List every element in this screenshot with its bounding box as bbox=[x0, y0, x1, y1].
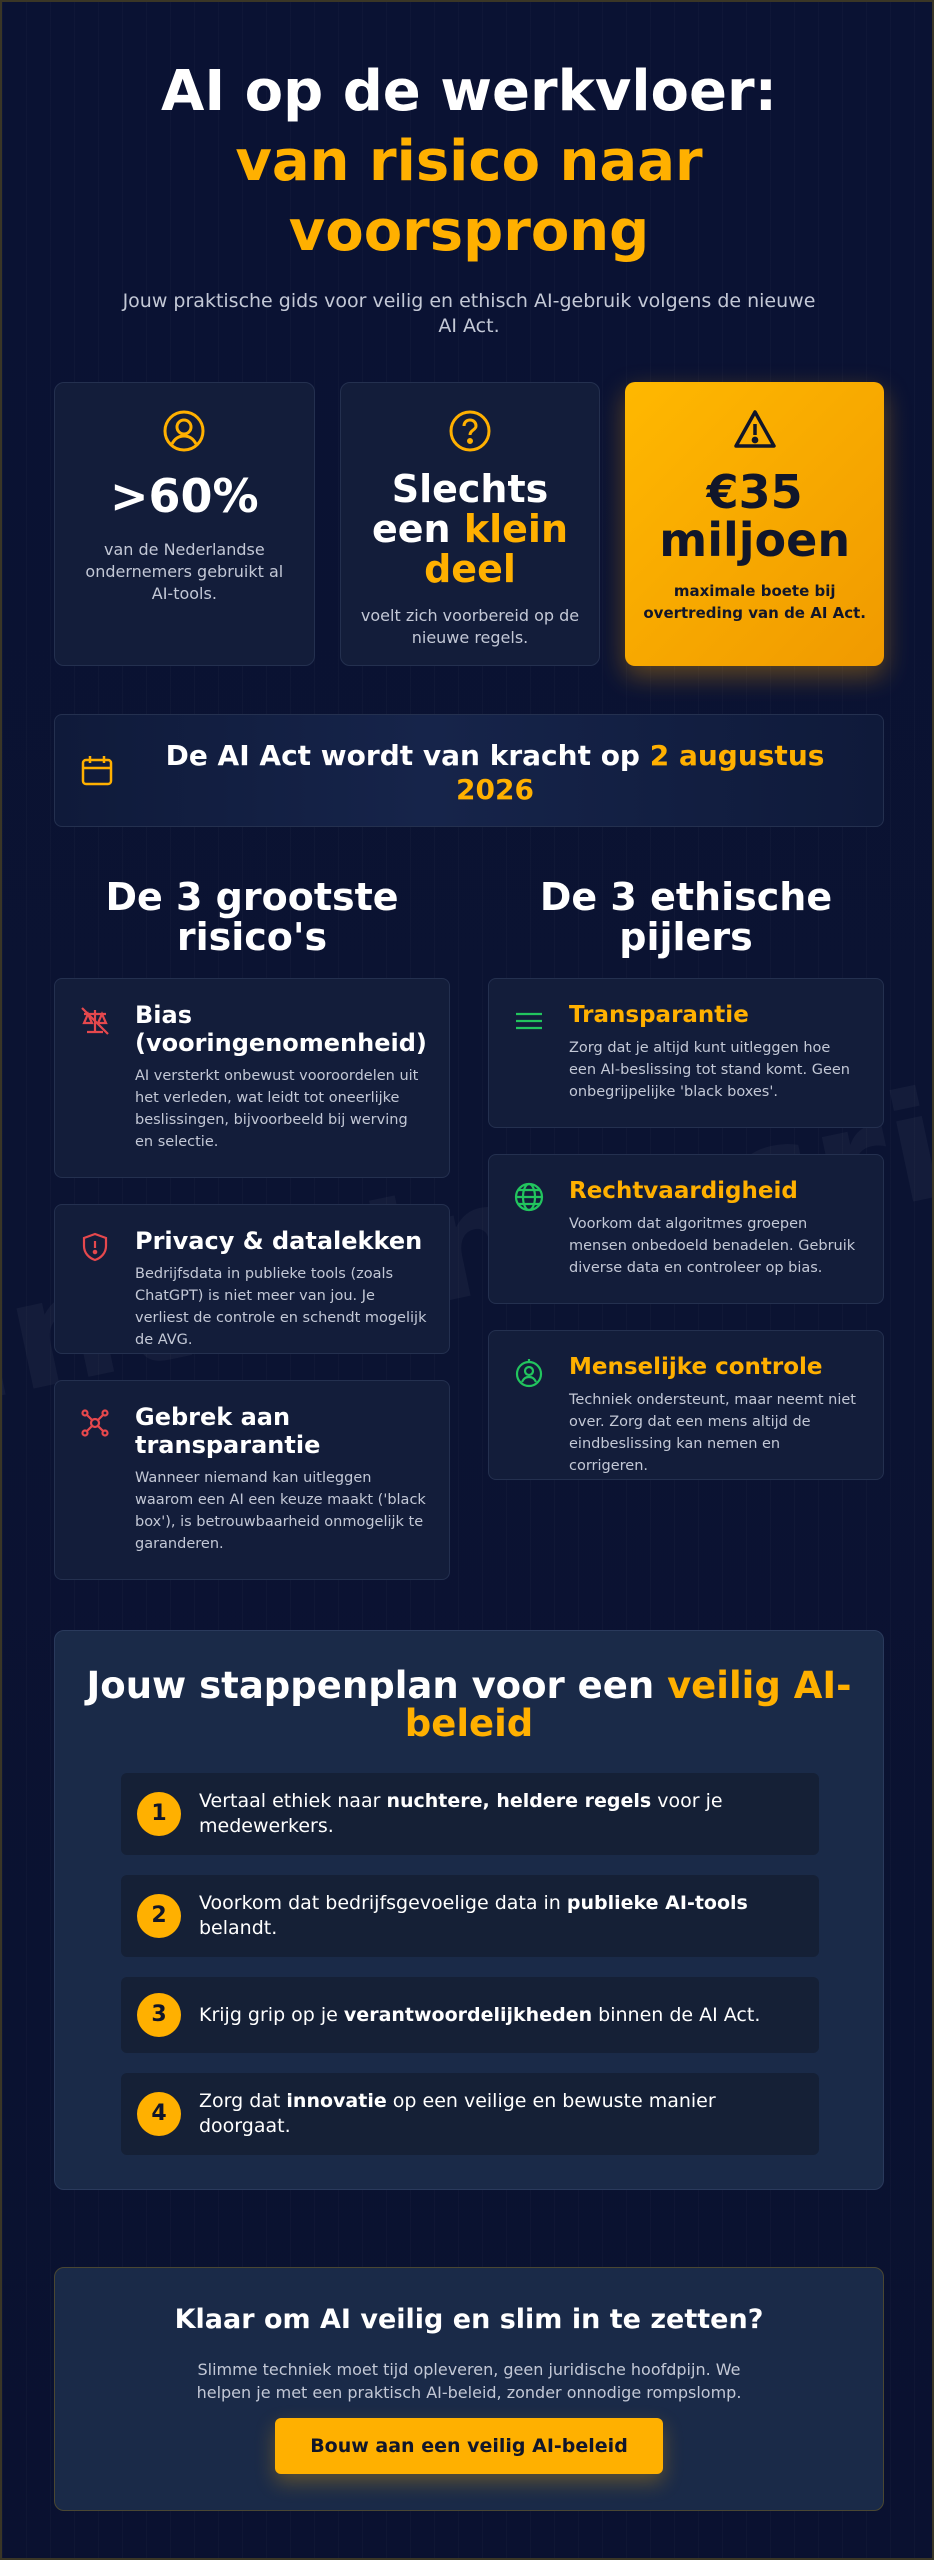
pillar-description: Voorkom dat algoritmes groepen mensen onbedoeld benadelen. Gebruik diverse data en controleer op bias. bbox=[569, 1216, 856, 1276]
pillar-title: Menselijke controle bbox=[569, 1354, 823, 1380]
banner-date: 2 augustus 2026 bbox=[456, 739, 825, 806]
stat-card-fine bbox=[625, 382, 884, 666]
risk-card-bias bbox=[54, 978, 450, 1178]
stat-card-usage bbox=[54, 382, 315, 666]
cta-text: Slimme techniek moet tijd opleveren, geen juridische hoofdpijn. We helpen je met een praktisch AI-beleid, zonder onnodige rompslomp. bbox=[196, 2360, 742, 2402]
step-text-post: voor je medewerkers. bbox=[199, 1790, 723, 1837]
page-subtitle: Jouw praktische gids voor veilig en ethisch AI-gebruik volgens de nieuwe AI Act. bbox=[122, 290, 816, 337]
step-text-pre: Krijg grip op je bbox=[199, 2004, 344, 2026]
hero bbox=[62, 57, 876, 339]
stat-value-text: Slechts een bbox=[372, 467, 549, 551]
network-icon bbox=[79, 1407, 111, 1439]
step-text-post: binnen de AI Act. bbox=[592, 2004, 761, 2026]
step-text-pre: Voorkom dat bedrijfsgevoelige data in bbox=[199, 1892, 567, 1914]
stat-card-prepared bbox=[340, 382, 601, 666]
plan-step bbox=[121, 2073, 819, 2155]
lines-icon bbox=[513, 1005, 545, 1037]
user-circle-icon bbox=[162, 409, 206, 453]
stat-value: €35 miljoen bbox=[659, 465, 851, 567]
cta-section bbox=[54, 2267, 884, 2511]
step-text-bold: verantwoordelijkheden bbox=[343, 2004, 593, 2026]
pillars-title: De 3 ethische pijlers bbox=[539, 875, 833, 959]
stat-value-highlight: klein deel bbox=[424, 507, 568, 591]
step-text-post: belandt. bbox=[199, 1917, 278, 1939]
step-number: 2 bbox=[137, 1894, 181, 1938]
stats-row bbox=[54, 382, 884, 666]
risk-card-privacy bbox=[54, 1204, 450, 1354]
pillar-card-fairness bbox=[488, 1154, 884, 1304]
scale-off-icon bbox=[79, 1005, 111, 1037]
pillar-title: Transparantie bbox=[569, 1002, 749, 1028]
step-text-bold: innovatie bbox=[286, 2090, 387, 2112]
stat-description: maximale boete bij overtreding van de AI Act. bbox=[643, 582, 866, 622]
plan-title-highlight: veilig AI-beleid bbox=[404, 1664, 852, 1745]
cta-button[interactable]: Bouw aan een veilig AI-beleid bbox=[275, 2418, 663, 2474]
step-number: 3 bbox=[137, 1993, 181, 2037]
step-text-bold: publieke AI-tools bbox=[566, 1892, 748, 1914]
stat-value: >60% bbox=[110, 469, 259, 523]
risks-title: De 3 grootste risico's bbox=[105, 875, 399, 959]
plan-title-text: Jouw stappenplan voor een bbox=[86, 1664, 668, 1707]
pillar-description: Techniek ondersteunt, maar neemt niet over. Zorg dat een mens altijd de eindbeslissing kan nemen en corrigeren. bbox=[569, 1392, 856, 1474]
step-text bbox=[199, 2003, 795, 2028]
step-text-pre: Vertaal ethiek naar bbox=[199, 1790, 387, 1812]
plan-step bbox=[121, 1977, 819, 2053]
banner-text-main: De AI Act wordt van kracht op bbox=[165, 739, 650, 772]
pillar-title: Rechtvaardigheid bbox=[569, 1178, 798, 1204]
person-control-icon bbox=[513, 1357, 545, 1389]
step-number: 4 bbox=[137, 2092, 181, 2136]
pillar-card-transparency bbox=[488, 978, 884, 1128]
calendar-icon bbox=[79, 753, 115, 789]
risk-description: Bedrijfsdata in publieke tools (zoals ChatGPT) is niet meer van jou. Je verliest de controle en schendt mogelijk de AVG. bbox=[135, 1266, 427, 1348]
globe-icon bbox=[513, 1181, 545, 1213]
risk-title: Gebrek aan transparantie bbox=[135, 1403, 321, 1459]
step-text bbox=[199, 1891, 795, 1941]
risk-description: Wanneer niemand kan uitleggen waarom een AI een keuze maakt ('black box'), is betrouwbaarheid onmogelijk te garanderen. bbox=[135, 1470, 426, 1552]
warning-triangle-icon bbox=[733, 408, 777, 452]
question-circle-icon bbox=[448, 409, 492, 453]
plan-title bbox=[75, 1664, 863, 1745]
step-text-pre: Zorg dat bbox=[199, 2090, 287, 2112]
title-line-2: van risico naar voorsprong bbox=[235, 129, 703, 264]
plan-step bbox=[121, 1875, 819, 1957]
step-text bbox=[199, 1789, 795, 1839]
pillar-card-human-control bbox=[488, 1330, 884, 1480]
stat-description: van de Nederlandse ondernemers gebruikt al AI-tools. bbox=[85, 540, 284, 603]
date-banner bbox=[54, 714, 884, 827]
step-text-post: op een veilige en bewuste manier doorgaat. bbox=[199, 2090, 716, 2137]
risk-card-transparency bbox=[54, 1380, 450, 1580]
stat-description: voelt zich voorbereid op de nieuwe regels. bbox=[360, 606, 580, 647]
risk-description: AI versterkt onbewust vooroordelen uit het verleden, wat leidt tot oneerlijke beslissingen, bijvoorbeeld bij werving en selectie. bbox=[135, 1068, 419, 1150]
page-title bbox=[62, 57, 876, 267]
risk-title: Bias (vooringenomenheid) bbox=[135, 1001, 427, 1057]
pillar-description: Zorg dat je altijd kunt uitleggen hoe een AI-beslissing tot stand komt. Geen onbegrijpelijke 'black boxes'. bbox=[569, 1040, 850, 1100]
title-line-1: AI op de werkvloer: bbox=[160, 59, 778, 124]
cta-title: Klaar om AI veilig en slim in te zetten? bbox=[174, 2304, 764, 2335]
step-number: 1 bbox=[137, 1792, 181, 1836]
stat-value bbox=[359, 469, 582, 589]
risk-title: Privacy & datalekken bbox=[135, 1227, 423, 1255]
step-text bbox=[199, 2089, 795, 2139]
shield-alert-icon bbox=[79, 1231, 111, 1263]
plan-step bbox=[121, 1773, 819, 1855]
action-plan bbox=[54, 1630, 884, 2190]
step-text-bold: nuchtere, heldere regels bbox=[386, 1790, 652, 1812]
banner-text bbox=[165, 739, 825, 807]
